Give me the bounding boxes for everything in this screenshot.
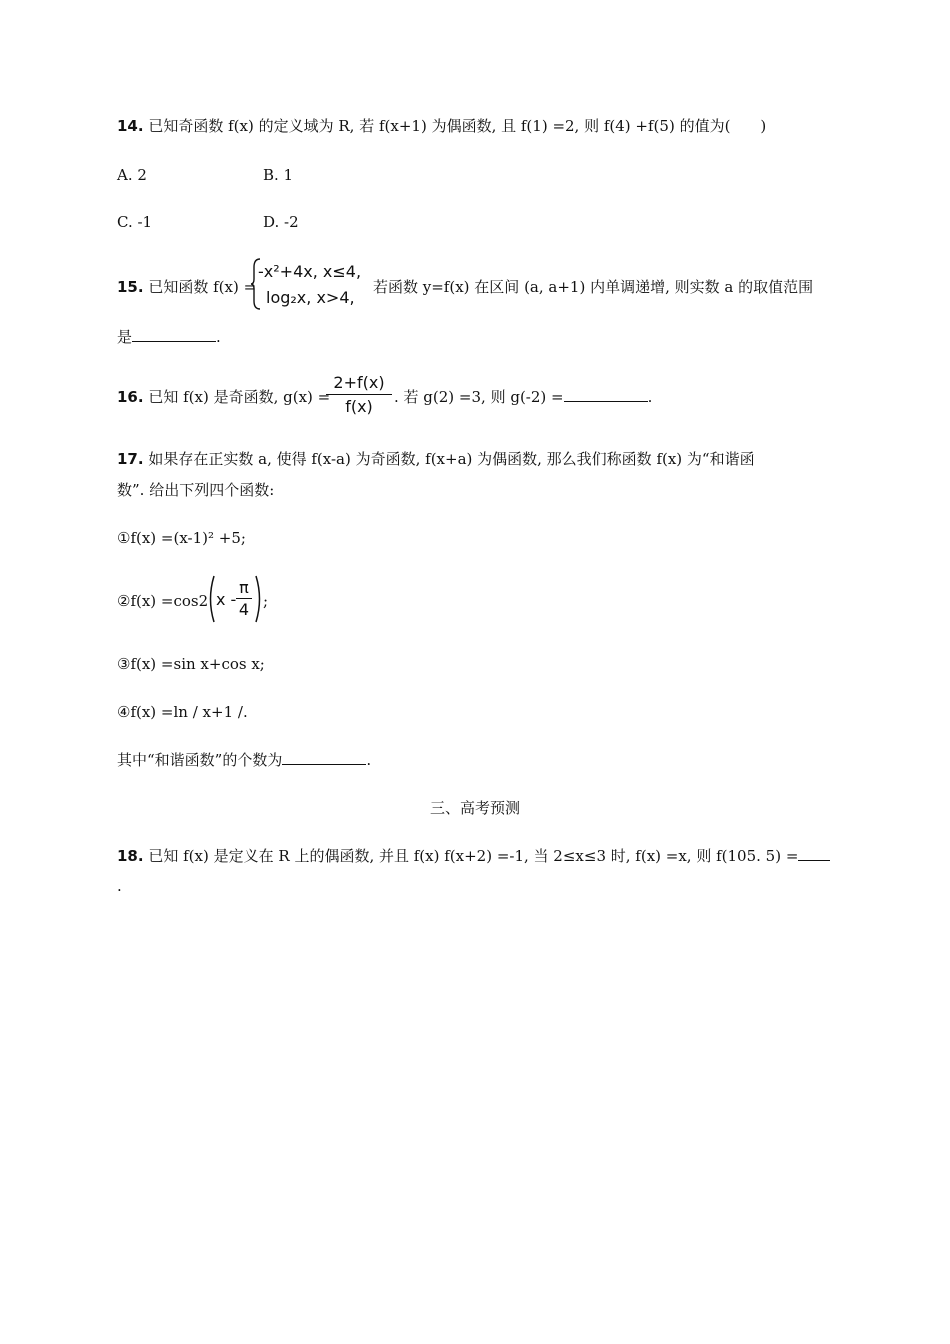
question-17 <box>117 449 755 469</box>
function-item-4: ④f(x) =ln / x+1 /. <box>117 703 248 721</box>
fraction-numerator: 2+f(x) <box>326 372 392 395</box>
fraction-denominator: f(x) <box>345 397 373 416</box>
fraction-denominator: 4 <box>238 600 250 619</box>
conclusion-text: 其中“和谐函数”的个数为 <box>117 751 283 769</box>
question-15 <box>117 277 256 297</box>
question-number: 18. <box>117 847 144 865</box>
question-number: 15. <box>117 278 144 296</box>
left-paren-icon <box>206 574 216 624</box>
question-16-suffix <box>394 387 652 407</box>
question-number: 17. <box>117 450 144 468</box>
question-prefix: 已知 f(x) 是奇函数, g(x) = <box>148 388 331 406</box>
option-a: A. 2 <box>117 166 147 184</box>
period: . <box>216 328 221 346</box>
question-text: 是 <box>117 328 133 346</box>
period: . <box>366 751 372 769</box>
question-prefix: 已知函数 f(x) = <box>148 278 257 296</box>
question-17-line-2: 数”. 给出下列四个函数: <box>117 481 275 499</box>
function-item-2-suffix: ; <box>263 592 269 610</box>
question-18 <box>117 846 830 866</box>
question-16 <box>117 387 330 407</box>
piecewise-case-1: -x²+4x, x≤4, <box>258 262 362 281</box>
function-item-1: ①f(x) =(x-1)² +5; <box>117 529 246 547</box>
question-14 <box>117 116 766 136</box>
function-item-3: ③f(x) =sin x+cos x; <box>117 655 265 673</box>
question-text: 已知奇函数 f(x) 的定义域为 R, 若 f(x+1) 为偶函数, 且 f(1) =2, 则 f(4) +f(5) 的值为( ) <box>148 117 767 135</box>
fraction-numerator: π <box>236 578 252 599</box>
function-item-2-prefix: ②f(x) =cos2 <box>117 592 209 610</box>
question-number: 14. <box>117 117 144 135</box>
option-c: C. -1 <box>117 213 153 231</box>
answer-blank <box>564 387 648 402</box>
period: . <box>647 388 653 406</box>
piecewise-case-2: log₂x, x>4, <box>266 288 355 307</box>
section-heading: 三、高考预测 <box>429 799 520 817</box>
pi-over-4-fraction <box>236 578 252 621</box>
question-suffix: . 若 g(2) =3, 则 g(-2) = <box>394 388 564 406</box>
answer-blank <box>798 846 830 861</box>
question-15-line-2 <box>117 327 221 347</box>
function-item-2-inner: x - <box>216 590 237 609</box>
question-text: 如果存在正实数 a, 使得 f(x-a) 为奇函数, f(x+a) 为偶函数, 那么我们称函数 f(x) 为“和谐函 <box>148 450 755 468</box>
question-17-conclusion <box>117 750 371 770</box>
question-suffix: 若函数 y=f(x) 在区间 (a, a+1) 内单调递增, 则实数 a 的取值范围 <box>373 278 814 296</box>
answer-blank <box>282 750 366 765</box>
option-b: B. 1 <box>263 166 294 184</box>
question-number: 16. <box>117 388 144 406</box>
option-d: D. -2 <box>263 213 299 231</box>
fraction <box>326 372 392 419</box>
question-18-period: . <box>117 877 122 895</box>
question-text: 已知 f(x) 是定义在 R 上的偶函数, 并且 f(x) f(x+2) =-1, 当 2≤x≤3 时, f(x) =x, 则 f(105. 5) = <box>148 847 799 865</box>
answer-blank <box>132 327 216 342</box>
